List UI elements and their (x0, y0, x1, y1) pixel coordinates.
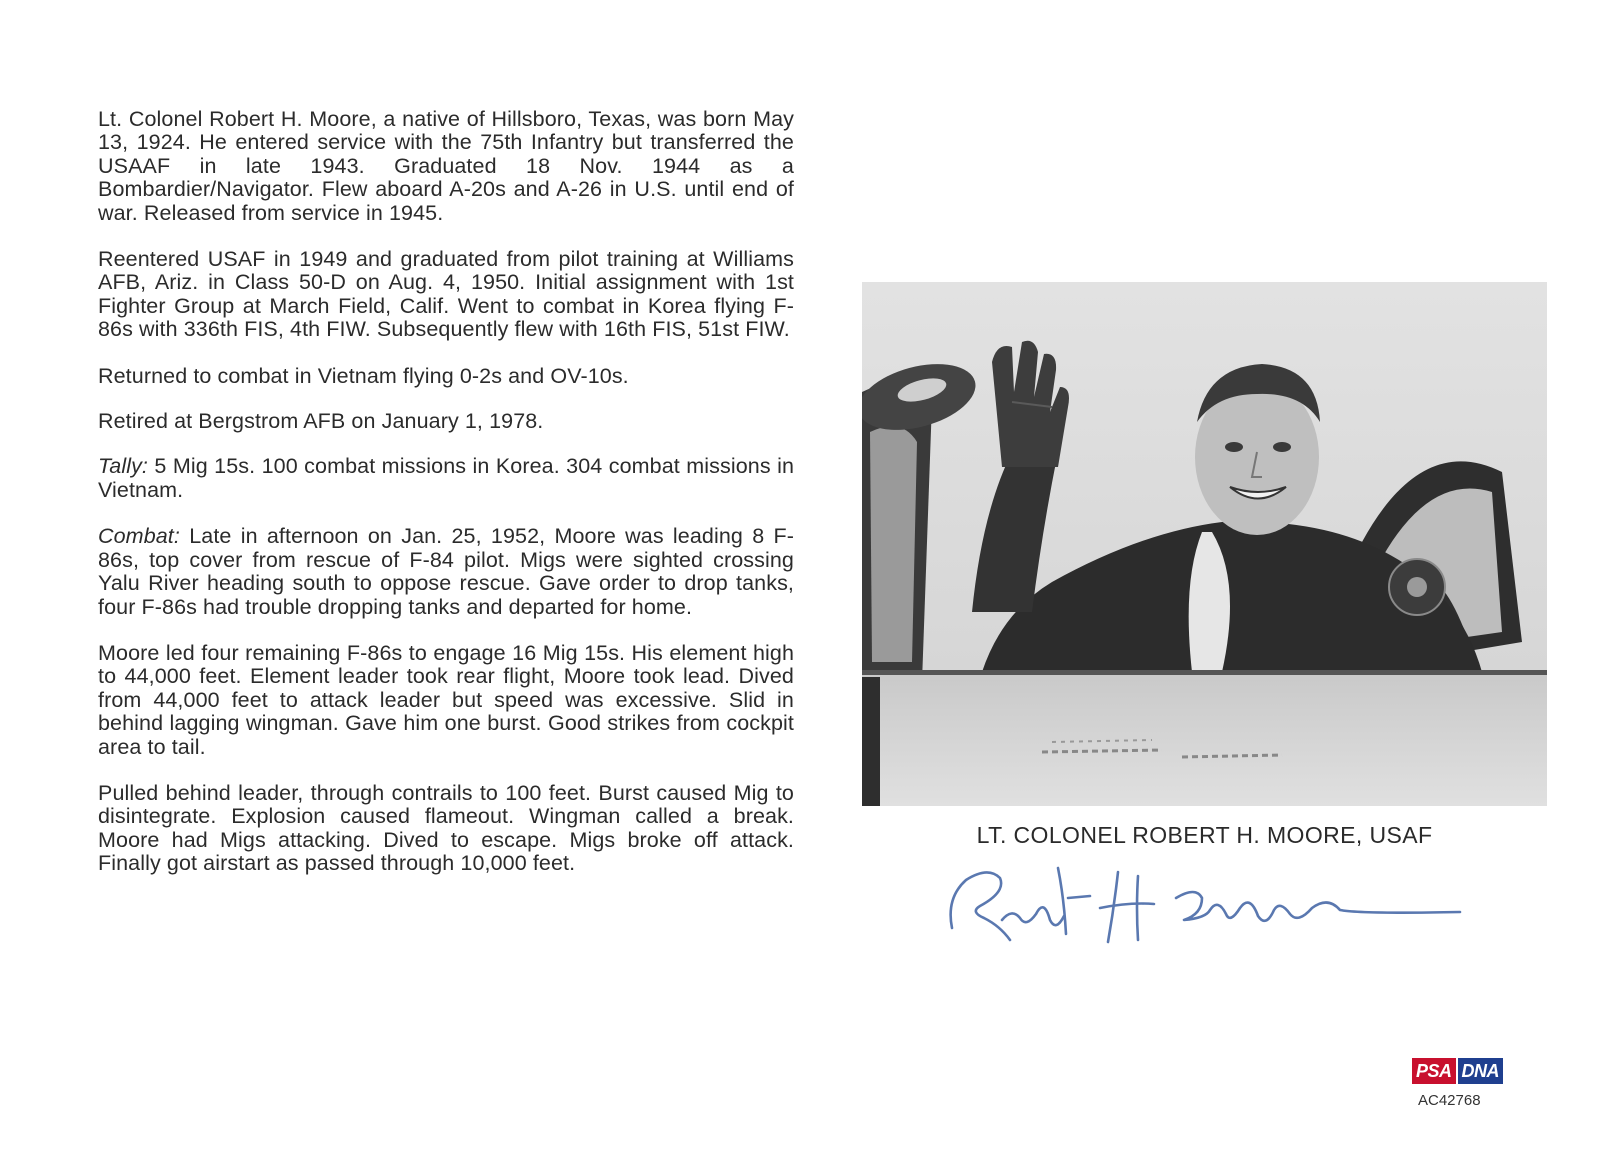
pilot-in-cockpit-illustration (862, 282, 1547, 806)
tally-text: 5 Mig 15s. 100 combat missions in Korea. 304 combat missions in Vietnam. (98, 454, 794, 502)
dna-logo-text: DNA (1456, 1058, 1504, 1084)
psa-logo-text: PSA (1412, 1058, 1456, 1084)
combat-label: Combat: (98, 524, 180, 549)
bio-paragraph-usaf: Reentered USAF in 1949 and graduated from pilot training at Williams AFB, Ariz. in Class 50-D on Aug. 4, 1950. Initial assignment with 1st Fighter Group at March Field, Calif. Went to combat in Korea flying F-86s with 336th FIS, 4th FIW. Subsequently flew with 16th FIS, 51st FIW. (98, 247, 794, 342)
biography-text (98, 108, 794, 899)
pilot-photo (862, 282, 1547, 806)
autograph-signature (940, 858, 1480, 954)
psa-dna-authentication (1412, 1058, 1516, 1109)
bio-paragraph-victory: Pulled behind leader, through contrails to 100 feet. Burst caused Mig to disintegrate. Explosion caused flameout. Wingman called a break. Moore had Migs attacking. Dived to escape. Migs broke off attack. Finally got airstart as passed through 10,000 feet. (98, 780, 794, 876)
authentication-code: AC42768 (1418, 1092, 1481, 1109)
combat-text: Late in afternoon on Jan. 25, 1952, Moore was leading 8 F-86s, top cover from rescue of F-84 pilot. Migs were sighted crossing Yalu River heading south to oppose rescue. Gave order to drop tanks, four F-86s had trouble dropping tanks and departed for home. (98, 524, 794, 619)
bio-paragraph-engagement: Moore led four remaining F-86s to engage 16 Mig 15s. His element high to 44,000 feet. Element leader took rear flight, Moore took lead. Dived from 44,000 feet to attack leader but speed was excessive. Slid in behind lagging wingman. Gave him one burst. Good strikes from cockpit area to tail. (98, 640, 794, 759)
tally-label: Tally: (98, 454, 148, 479)
bio-paragraph-early-service: Lt. Colonel Robert H. Moore, a native of Hillsboro, Texas, was born May 13, 1924. He entered service with the 75th Infantry but transferred the USAAF in late 1943. Graduated 18 Nov. 1944 as a Bombardier/Navigator. Flew aboard A-20s and A-26 in U.S. until end of war. Released from service in 1945. (98, 107, 794, 225)
bio-paragraph-retired: Retired at Bergstrom AFB on January 1, 1978. (98, 409, 544, 434)
photo-caption: LT. COLONEL ROBERT H. MOORE, USAF (976, 822, 1433, 848)
psa-dna-logo (1412, 1058, 1516, 1084)
bio-paragraph-combat (98, 525, 794, 619)
bio-paragraph-tally (98, 455, 794, 502)
bio-paragraph-vietnam: Returned to combat in Vietnam flying 0-2s and OV-10s. (98, 363, 629, 388)
